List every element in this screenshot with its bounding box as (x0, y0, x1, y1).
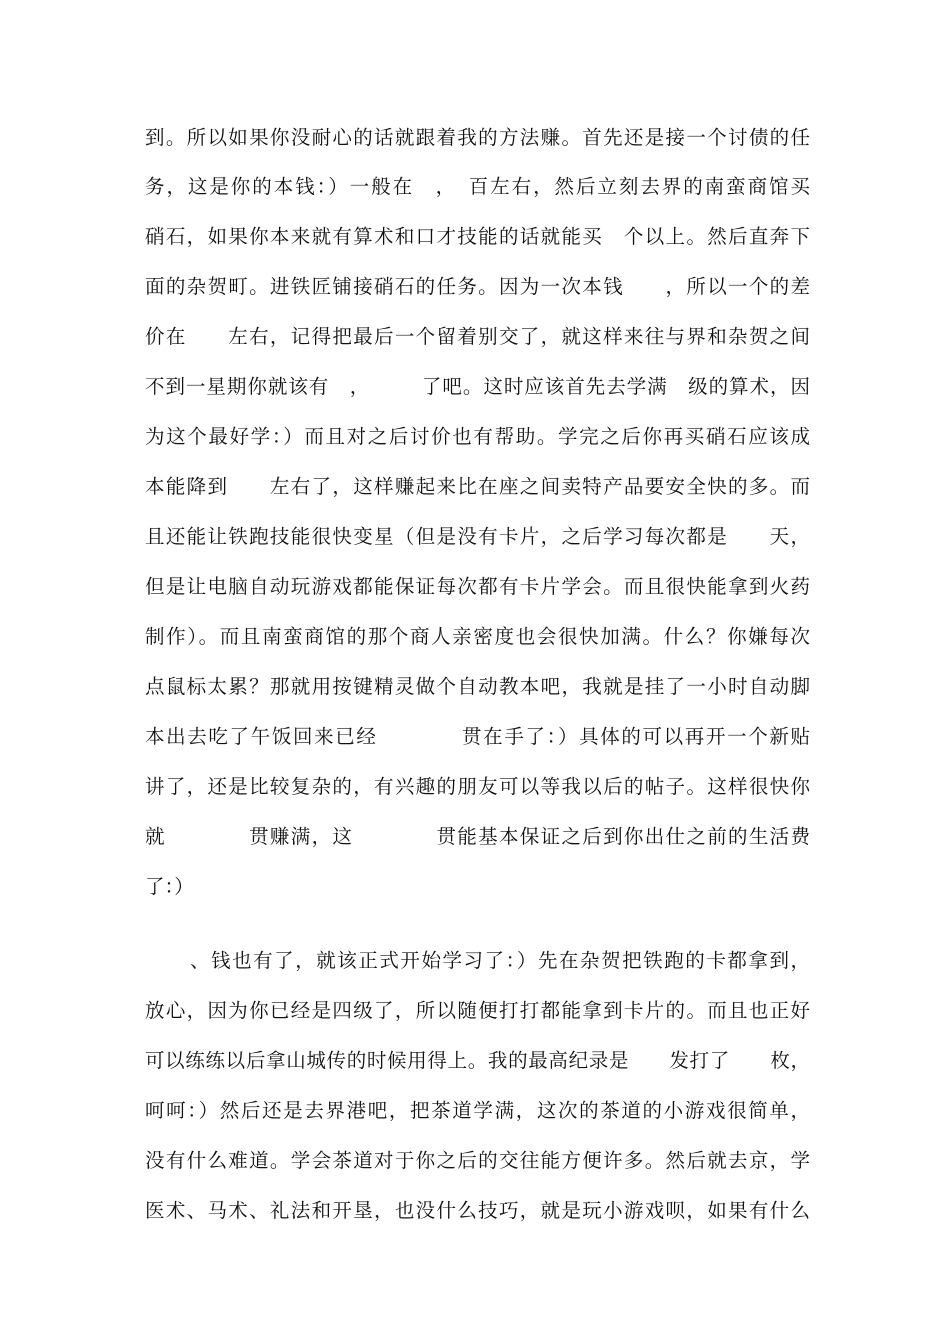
text-line: 点鼠标太累？那就用按键精灵做个自动教本吧，我就是挂了一小时自动脚 (145, 675, 810, 698)
text-line: 且还能让铁跑技能很快变星（但是没有卡片，之后学习每次都是 天， (145, 525, 810, 548)
text-line: 医术、马术、礼法和开垦，也没什么技巧，就是玩小游戏呗，如果有什么 (145, 1199, 810, 1222)
text-line: 可以练练以后拿山城传的时候用得上。我的最高纪录是 发打了 枚， (145, 1049, 810, 1072)
text-line: 呵呵：）然后还是去界港吧，把茶道学满，这次的茶道的小游戏很简单， (145, 1099, 810, 1122)
text-line: 就 贯赚满，这 贯能基本保证之后到你出仕之前的生活费 (145, 825, 810, 848)
text-line: 为这个最好学：）而且对之后讨价也有帮助。学完之后你再买硝石应该成 (145, 425, 810, 448)
text-line: 、钱也有了，就该正式开始学习了：）先在杂贺把铁跑的卡都拿到， (190, 949, 810, 972)
text-line: 价在 左右，记得把最后一个留着别交了，就这样来往与界和杂贺之间 (145, 325, 810, 348)
text-line: 务，这是你的本钱：）一般在 ， 百左右，然后立刻去界的南蛮商馆买 (145, 175, 810, 198)
text-line: 讲了，还是比较复杂的，有兴趣的朋友可以等我以后的帖子。这样很快你 (145, 775, 810, 798)
text-line: 面的杂贺町。进铁匠铺接硝石的任务。因为一次本钱 ，所以一个的差 (145, 275, 810, 298)
text-line: 本能降到 左右了，这样赚起来比在座之间卖特产品要安全快的多。而 (145, 475, 810, 498)
text-line: 制作）。而且南蛮商馆的那个商人亲密度也会很快加满。什么？你嫌每次 (145, 625, 810, 648)
text-line: 放心，因为你已经是四级了，所以随便打打都能拿到卡片的。而且也正好 (145, 999, 810, 1022)
text-line: 但是让电脑自动玩游戏都能保证每次都有卡片学会。而且很快能拿到火药 (145, 575, 810, 598)
text-line: 不到一星期你就该有 ， 了吧。这时应该首先去学满 级的算术，因 (145, 375, 810, 398)
text-line: 没有什么难道。学会茶道对于你之后的交往能方便许多。然后就去京，学 (145, 1149, 810, 1172)
text-line: 硝石，如果你本来就有算术和口才技能的话就能买 个以上。然后直奔下 (145, 225, 810, 248)
text-line: 到。所以如果你没耐心的话就跟着我的方法赚。首先还是接一个讨债的任 (145, 126, 810, 149)
text-line: 本出去吃了午饭回来已经 贯在手了：）具体的可以再开一个新贴 (145, 725, 810, 748)
text-line: 了：） (145, 875, 194, 898)
